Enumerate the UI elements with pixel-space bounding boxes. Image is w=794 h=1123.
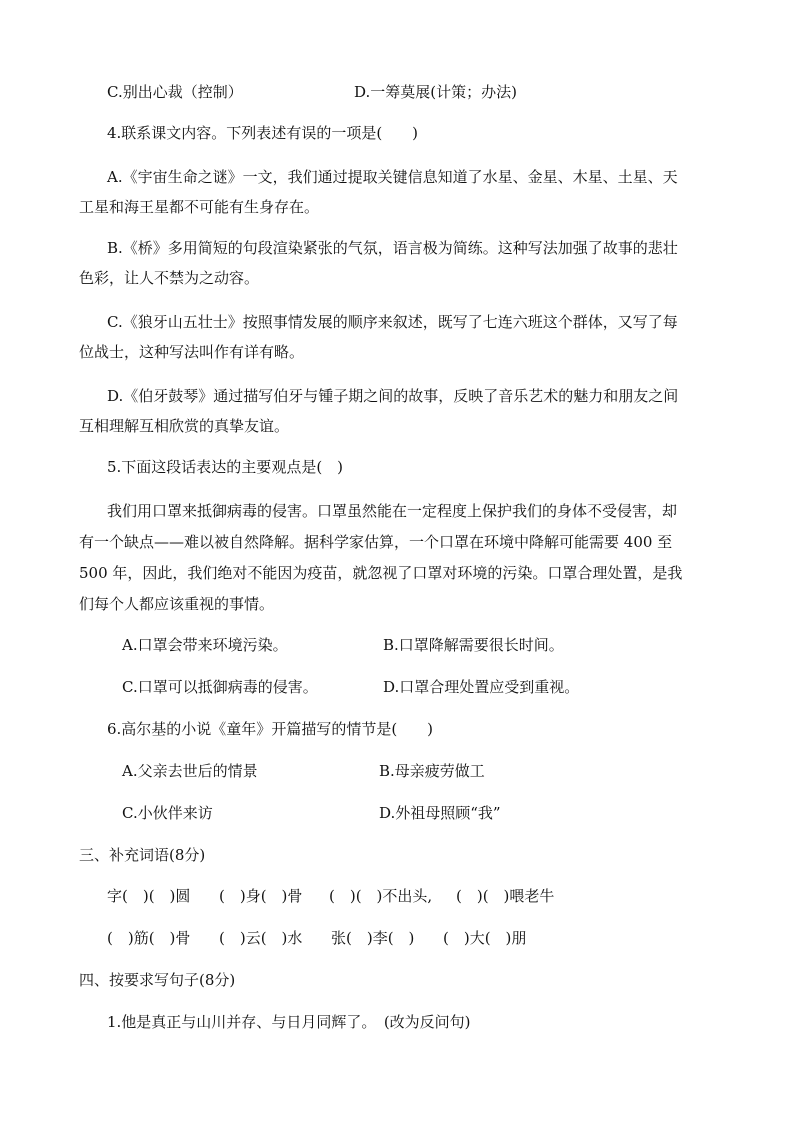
word-blank-item: ( )( )不出头,: [329, 887, 433, 905]
word-blank-item: ( )大( )朋: [443, 929, 527, 947]
q5-option-b: B.口罩降解需要很长时间。: [383, 636, 564, 654]
word-blank-item: 字( )( )圆: [107, 887, 191, 905]
section-4-heading: 四、按要求写句子(8分): [79, 971, 236, 989]
q5-option-a: A.口罩会带来环境污染。: [122, 636, 288, 654]
q5-passage-line4: 们每个人都应该重视的事情。: [79, 595, 275, 613]
word-blank-item: ( )( )喂老牛: [456, 887, 555, 905]
q5-option-c: C.口罩可以抵御病毒的侵害。: [122, 678, 318, 696]
q5-passage-line3: 500 年，因此，我们绝对不能因为疫苗，就忽视了口罩对环境的污染。口罩合理处置，是我: [79, 564, 683, 582]
q4-stem: 4.联系课文内容。下列表述有误的一项是( ): [107, 124, 419, 142]
q3-option-c: C.别出心裁（控制）: [107, 83, 243, 101]
q4-option-a-line1: A.《宇宙生命之谜》一文，我们通过提取关键信息知道了水星、金星、木星、土星、天: [107, 168, 678, 186]
q4-option-c-line1: C.《狼牙山五壮士》按照事情发展的顺序来叙述，既写了七连六班这个群体，又写了每: [107, 313, 678, 331]
q5-passage-line1: 我们用口罩来抵御病毒的侵害。口罩虽然能在一定程度上保护我们的身体不受侵害，却: [107, 502, 678, 520]
word-blank-item: ( )云( )水: [219, 929, 303, 947]
q4-option-b-line2: 色彩，让人不禁为之动容。: [79, 269, 260, 287]
section-3-row1: [107, 886, 554, 906]
q5-stem: 5.下面这段话表达的主要观点是( ): [107, 458, 344, 476]
section-3-row2: [107, 928, 526, 948]
q5-passage-line2: 有一个缺点——难以被自然降解。据科学家估算，一个口罩在环境中降解可能需要 400 至: [79, 533, 673, 551]
section-4-q1: 1.他是真正与山川并存、与日月同辉了。 (改为反问句): [107, 1013, 471, 1031]
word-blank-item: ( )筋( )骨: [107, 929, 191, 947]
q6-option-d: D.外祖母照顾“我”: [379, 804, 501, 822]
q4-option-b-line1: B.《桥》多用简短的句段渲染紧张的气氛，语言极为简练。这种写法加强了故事的悲壮: [107, 239, 678, 257]
q6-option-a: A.父亲去世后的情景: [122, 762, 258, 780]
q4-option-d-line2: 互相理解互相欣赏的真挚友谊。: [79, 417, 290, 435]
section-3-heading: 三、补充词语(8分): [79, 846, 206, 864]
q6-stem: 6.高尔基的小说《童年》开篇描写的情节是( ): [107, 720, 434, 738]
q4-option-c-line2: 位战士，这种写法叫作有详有略。: [79, 343, 305, 361]
q5-option-d: D.口罩合理处置应受到重视。: [383, 678, 580, 696]
word-blank-item: 张( )李( ): [331, 929, 415, 947]
q3-option-d: D.一筹莫展(计策；办法): [354, 83, 517, 101]
q6-option-c: C.小伙伴来访: [122, 804, 213, 822]
word-blank-item: ( )身( )骨: [219, 887, 303, 905]
q4-option-d-line1: D.《伯牙鼓琴》通过描写伯牙与锺子期之间的故事，反映了音乐艺术的魅力和朋友之间: [107, 387, 679, 405]
q6-option-b: B.母亲疲劳做工: [379, 762, 485, 780]
q4-option-a-line2: 工星和海王星都不可能有生身存在。: [79, 198, 320, 216]
